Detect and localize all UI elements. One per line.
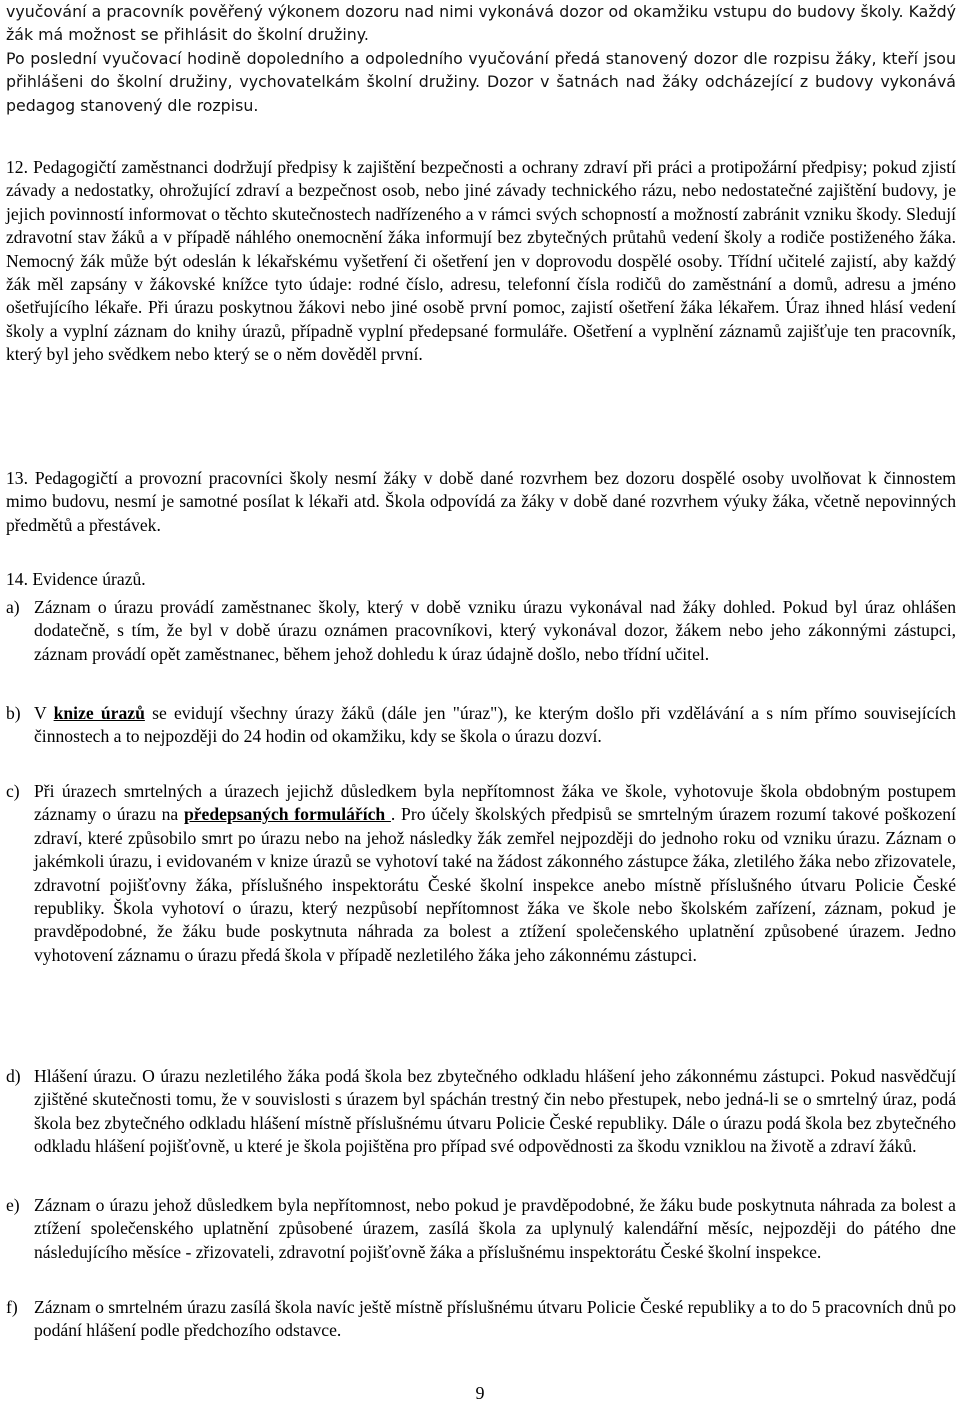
list-text: Záznam o úrazu jehož důsledkem byla nepřítomnost, nebo pokud je pravděpodobné, že žáku bude poskytnuta náhrada za bolest a ztížení společenského uplatnění způsobené úrazem, zasílá škola za uplynulý kalendářní měsíc, nejpozději do pátého dne následujícího měsíce - zřizovateli, zdravotní pojišťovně žáka a příslušnému inspektorátu České školní inspekce. [34,1195,956,1262]
list-label: d) [6,1066,21,1086]
list-label: e) [6,1195,20,1215]
prescribed-forms-link[interactable]: předepsaných formulářích [183,804,391,825]
lead-paragraph-1: vyučování a pracovník pověřený výkonem dozoru nad nimi vykonává dozor od okamžiku vstupu do budovy školy. Každý žák má možnost se přihlásit do školní družiny. [6,2,956,45]
list-text: Záznam o úrazu provádí zaměstnanec školy, který v době vzniku úrazu vykonával nad žáky dohled. Pokud byl úraz ohlášen dodatečně, s tím, že byl v době úrazu oznámen pracovníkovi, který vykonával dozor, žákem nebo jeho zákonnými zástupci, záznam provádí opět zaměstnanec, během jehož dohledu k úraz údajně došlo, nebo třídní učitel. [34,597,956,664]
list-text-pre: V [34,703,54,723]
list-label: a) [6,597,20,617]
list-text-post: se evidují všechny úrazy žáků (dále jen "úraz"), ke kterým došlo při vzdělávání a s ním přímo souvisejících činnostech a to nejpozději do 24 hodin od okamžiku, kdy se škola o úrazu dozví. [34,703,956,747]
list-text-pre: Při úrazech smrtelných a úrazech jejichž důsledkem byla nepřítomnost žáka ve škole, vyhotovuje škola obdobným postupem záznamy o úrazu na [34,781,956,825]
list-item-a [6,596,956,666]
list-label: f) [6,1297,18,1317]
list-item-d [6,1065,956,1159]
list-item-b [6,702,956,749]
lead-section [6,0,956,117]
page-number: 9 [475,1383,485,1403]
section-14-title: 14. Evidence úrazů. [6,569,146,589]
lead-paragraph-2: Po poslední vyučovací hodině dopoledního a odpoledního vyučování předá stanovený dozor dle rozpisu žáky, kteří jsou přihlášeni do školní družiny, vychovatelkám školní družiny. Dozor v šatnách nad žáky odcházející z budovy vykonává pedagog stanovený dle rozpisu. [6,48,956,115]
list-text [34,780,956,967]
section-13: 13. Pedagogičtí a provozní pracovníci školy nesmí žáky v době dané rozvrhem bez dozoru dospělé osoby uvolňovat k činnostem mimo budovu, nesmí je samotné posílat k lékaři atd. Škola odpovídá za žáky v době dané rozvrhem výuky žáka, včetně nepovinných předmětů a přestávek. [6,468,956,535]
list-text [34,702,956,749]
list-item-c [6,780,956,967]
book-of-injuries-link[interactable]: knize úrazů [53,703,145,723]
list-item-e [6,1194,956,1264]
list-text: Hlášení úrazu. O úrazu nezletilého žáka podá škola bez zbytečného odkladu hlášení jeho zákonnému zástupci. Pokud nasvědčují zjištěné skutečnosti tomu, že v souvislosti s úrazem byl spáchán trestný čin nebo přestupek, nebo jedná-li se o smrtelný úraz, podá škola bez zbytečného odkladu hlášení místně příslušnému útvaru Policie České republiky. Dále o úrazu podá škola bez zbytečného odkladu hlášení pojišťovně, u které je škola pojištěna pro případ své odpovědnosti za škodu vzniklou na životě a zdraví žáků. [34,1066,956,1157]
list-text: Záznam o smrtelném úrazu zasílá škola navíc ještě místně příslušnému útvaru Policie České republiky a to do 5 pracovních dnů po podání hlášení podle předchozího odstavce. [34,1297,956,1341]
list-text-post: . Pro účely školských předpisů se smrtelným úrazem rozumí takové poškození zdraví, které způsobilo smrt po úrazu nebo na jehož následky žák zemřel nejpozději do jednoho roku od vzniku úrazu. Záznam o jakémkoli úrazu, i evidovaném v knize úrazů se vyhotoví také na žádost zákonného zástupce žáka, zletilého žáka nebo zřizovatele, zdravotní pojišťovny žáka, příslušného inspektorátu České školní inspekce anebo místně příslušného útvaru Policie České republiky. Škola vyhotoví o úrazu, který nezpůsobí nepřítomnost žáka ve škole nebo školském zařízení, záznam, pokud je pravděpodobné, že žáku bude poskytnuta náhrada za bolest a ztížení společenského uplatnění způsobené úrazem. Jedno vyhotovení záznamu o úrazu předá škola v případě nezletilého žáka jeho zákonnému zástupci. [34,804,956,965]
list-label: c) [6,781,20,801]
list-item-f [6,1296,956,1343]
section-12: 12. Pedagogičtí zaměstnanci dodržují předpisy k zajištění bezpečnosti a ochrany zdraví při práci a protipožární předpisy; pokud zjistí závady a nedostatky, ohrožující zdraví a bezpečnost osob, nebo jiné závady technického rázu, nebo nedostatečné zajištění budovy, je jejich povinností informovat o těchto skutečnostech nadřízeného a v rámci svých schopností a možností zabránit vzniku škody. Sledují zdravotní stav žáků a v případě náhlého onemocnění žáka informují bez zbytečných průtahů vedení školy a rodiče postiženého žáka. Nemocný žák může být odeslán k lékařskému vyšetření či ošetření jen v doprovodu dospělé osoby. Třídní učitelé zajistí, aby každý žák měl zapsány v žákovské knížce tyto údaje: rodné číslo, adresu, telefonní čísla rodičů do zaměstnání a domů, adresu a jméno ošetřujícího lékaře. Při úrazu poskytnou žákovi nebo jiné osobě první pomoc, zajistí ošetření žáka lékařem. Úraz ihned hlásí vedení školy a vyplní záznam do knihy úrazů, případně vyplní předepsané formuláře. Ošetření a vyplnění záznamů zajišťuje ten pracovník, který byl jeho svědkem nebo který se o něm dověděl první. [6,157,956,365]
list-label: b) [6,703,21,723]
